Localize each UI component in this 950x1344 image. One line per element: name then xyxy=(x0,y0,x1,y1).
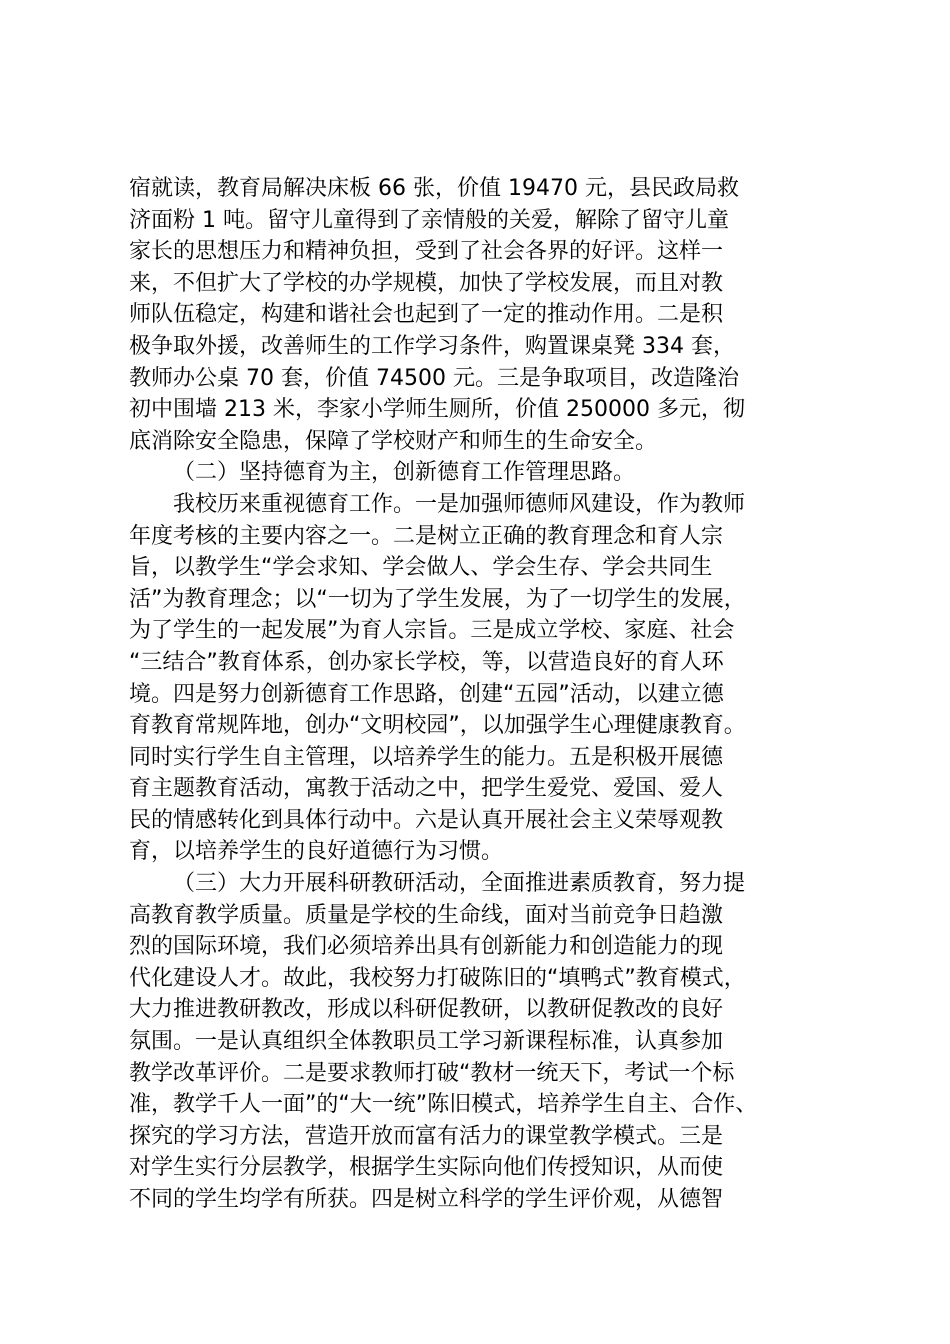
text-line: 初中围墙 213 米，李家小学师生厕所，价值 250000 多元，彻 xyxy=(129,397,745,423)
text-line: 活”为教育理念；以“一切为了学生发展，为了一切学生的发展， xyxy=(129,586,746,612)
text-line: 育教育常规阵地，创办“文明校园”，以加强学生心理健康教育。 xyxy=(129,713,746,739)
text-line: 高教育教学质量。质量是学校的生命线，面对当前竞争日趋激 xyxy=(129,902,724,928)
text-line: 对学生实行分层教学，根据学生实际向他们传授知识，从而使 xyxy=(129,1155,724,1181)
text-line: 同时实行学生自主管理，以培养学生的能力。五是积极开展德 xyxy=(129,744,724,770)
text-line: 师队伍稳定，构建和谐社会也起到了一定的推动作用。二是积 xyxy=(129,302,724,328)
text-line: 不同的学生均学有所获。四是树立科学的学生评价观，从德智 xyxy=(129,1187,724,1212)
text-line: 教学改革评价。二是要求教师打破“教材一统天下，考试一个标 xyxy=(129,1060,735,1086)
text-line: 氛围。一是认真组织全体教职员工学习新课程标准，认真参加 xyxy=(129,1029,724,1055)
text-line: 准，教学千人一面”的“大一统”陈旧模式，培养学生自主、合作、 xyxy=(129,1092,758,1118)
text-line: 教师办公桌 70 套，价值 74500 元。三是争取项目，改造隆治 xyxy=(129,365,739,391)
text-line: 育主题教育活动，寓教于活动之中，把学生爱党、爱国、爱人 xyxy=(129,776,724,802)
text-line: “三结合”教育体系，创办家长学校，等，以营造良好的育人环 xyxy=(129,649,724,675)
text-line: 烈的国际环境，我们必须培养出具有创新能力和创造能力的现 xyxy=(129,934,724,960)
text-line: 济面粉 1 吨。留守儿童得到了亲情般的关爱，解除了留守儿童 xyxy=(129,207,729,233)
text-line: 极争取外援，改善师生的工作学习条件，购置课桌凳 334 套， xyxy=(129,333,735,359)
text-line: 代化建设人才。故此，我校努力打破陈旧的“填鸭式”教育模式， xyxy=(129,965,746,991)
text-line: 育，以培养学生的良好道德行为习惯。 xyxy=(129,839,504,865)
text-line: 年度考核的主要内容之一。二是树立正确的教育理念和育人宗 xyxy=(129,523,724,549)
section-heading-3: （三）大力开展科研教研活动，全面推进素质教育，努力提 xyxy=(173,871,746,897)
paragraph-first-line: 我校历来重视德育工作。一是加强师德师风建设，作为教师 xyxy=(173,491,746,517)
text-line: 宿就读，教育局解决床板 66 张，价值 19470 元，县民政局救 xyxy=(129,176,739,201)
text-line: 境。四是努力创新德育工作思路，创建“五园”活动，以建立德 xyxy=(129,681,724,707)
text-line: 为了学生的一起发展”为育人宗旨。三是成立学校、家庭、社会 xyxy=(129,618,735,644)
text-line: 民的情感转化到具体行动中。六是认真开展社会主义荣辱观教 xyxy=(129,807,724,833)
text-line: 大力推进教研教改，形成以科研促教研，以教研促教改的良好 xyxy=(129,997,724,1023)
text-line: 家长的思想压力和精神负担，受到了社会各界的好评。这样一 xyxy=(129,239,724,265)
section-heading-2: （二）坚持德育为主，创新德育工作管理思路。 xyxy=(173,460,636,486)
text-line: 来，不但扩大了学校的办学规模，加快了学校发展，而且对教 xyxy=(129,270,724,296)
body-text xyxy=(129,173,849,1216)
text-line: 旨，以教学生“学会求知、学会做人、学会生存、学会共同生 xyxy=(129,555,713,581)
text-line: 探究的学习方法，营造开放而富有活力的课堂教学模式。三是 xyxy=(129,1123,724,1149)
text-line: 底消除安全隐患，保障了学校财产和师生的生命安全。 xyxy=(129,428,658,454)
